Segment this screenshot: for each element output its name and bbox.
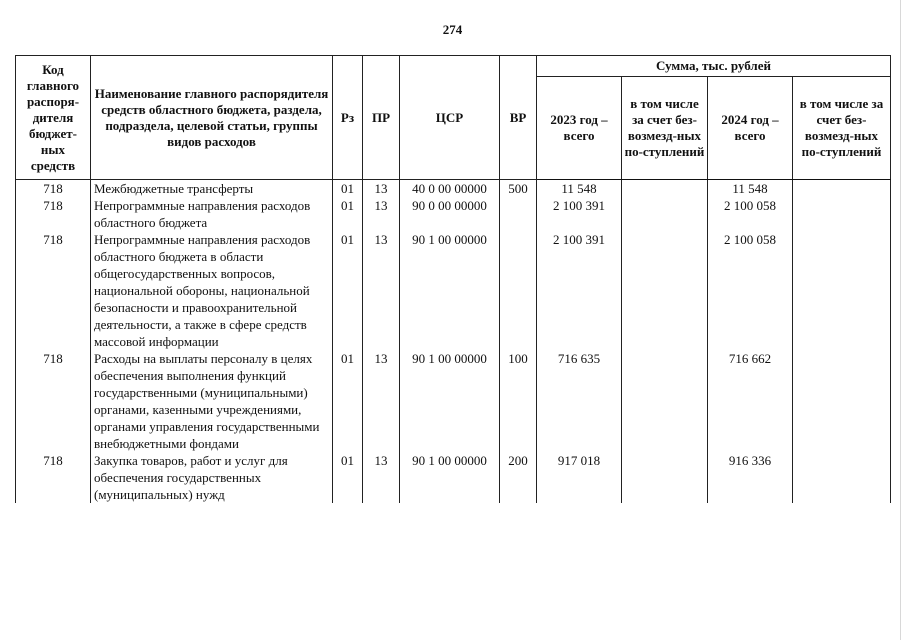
cell-2024-grant xyxy=(793,197,891,231)
cell-csr: 90 1 00 00000 xyxy=(400,452,500,503)
cell-2024-grant xyxy=(793,452,891,503)
cell-code: 718 xyxy=(16,180,91,198)
cell-2024-total: 716 662 xyxy=(708,350,793,452)
table-body xyxy=(16,180,891,504)
cell-code: 718 xyxy=(16,197,91,231)
header-pr: ПР xyxy=(363,56,400,180)
cell-csr: 90 0 00 00000 xyxy=(400,197,500,231)
header-code: Код главного распоря-дителя бюджет-ных средств xyxy=(16,56,91,180)
table-row xyxy=(16,350,891,452)
cell-csr: 90 1 00 00000 xyxy=(400,350,500,452)
header-2023-total: 2023 год – всего xyxy=(537,77,622,180)
table-row xyxy=(16,180,891,198)
cell-2024-grant xyxy=(793,350,891,452)
cell-vr: 500 xyxy=(500,180,537,198)
cell-pr: 13 xyxy=(363,452,400,503)
header-vr: ВР xyxy=(500,56,537,180)
cell-2024-total: 2 100 058 xyxy=(708,197,793,231)
page-edge-line xyxy=(900,0,901,640)
table-row xyxy=(16,452,891,503)
cell-2023-grant xyxy=(622,452,708,503)
cell-2023-grant xyxy=(622,180,708,198)
cell-pr: 13 xyxy=(363,350,400,452)
cell-name: Межбюджетные трансферты xyxy=(91,180,333,198)
cell-vr xyxy=(500,197,537,231)
cell-csr: 90 1 00 00000 xyxy=(400,231,500,350)
header-csr: ЦСР xyxy=(400,56,500,180)
header-2024-grant: в том числе за счет без-возмезд-ных по-ступлений xyxy=(793,77,891,180)
cell-rz: 01 xyxy=(333,452,363,503)
cell-2023-total: 2 100 391 xyxy=(537,231,622,350)
cell-pr: 13 xyxy=(363,231,400,350)
header-sum-group: Сумма, тыс. рублей xyxy=(537,56,891,77)
budget-table xyxy=(15,55,891,503)
cell-2023-grant xyxy=(622,197,708,231)
cell-code: 718 xyxy=(16,452,91,503)
cell-2023-total: 2 100 391 xyxy=(537,197,622,231)
page-number: 274 xyxy=(442,22,463,37)
header-2024-total: 2024 год – всего xyxy=(708,77,793,180)
cell-name: Закупка товаров, работ и услуг для обеспечения государственных (муниципальных) нужд xyxy=(91,452,333,503)
cell-rz: 01 xyxy=(333,350,363,452)
header-rz: Рз xyxy=(333,56,363,180)
cell-name: Непрограммные направления расходов областного бюджета в области общегосударственных вопросов, национальной обороны, национальной безопасности и правоохранительной деятельности, а также в сфере средств массовой информации xyxy=(91,231,333,350)
cell-2024-grant xyxy=(793,231,891,350)
cell-2024-total: 11 548 xyxy=(708,180,793,198)
header-2023-grant: в том числе за счет без-возмезд-ных по-ступлений xyxy=(622,77,708,180)
cell-vr: 100 xyxy=(500,350,537,452)
table-row xyxy=(16,197,891,231)
cell-pr: 13 xyxy=(363,180,400,198)
header-name: Наименование главного распорядителя средств областного бюджета, раздела, подраздела, целевой статьи, группы видов расходов xyxy=(91,56,333,180)
cell-vr: 200 xyxy=(500,452,537,503)
cell-2024-grant xyxy=(793,180,891,198)
cell-2024-total: 2 100 058 xyxy=(708,231,793,350)
cell-2024-total: 916 336 xyxy=(708,452,793,503)
cell-name: Расходы на выплаты персоналу в целях обеспечения выполнения функций государственными (муниципальными) органами, казенными учреждениями, органами управления государственными внебюджетными фондами xyxy=(91,350,333,452)
cell-2023-total: 716 635 xyxy=(537,350,622,452)
cell-code: 718 xyxy=(16,350,91,452)
cell-rz: 01 xyxy=(333,197,363,231)
cell-2023-grant xyxy=(622,231,708,350)
cell-csr: 40 0 00 00000 xyxy=(400,180,500,198)
cell-2023-total: 917 018 xyxy=(537,452,622,503)
table-row xyxy=(16,231,891,350)
cell-pr: 13 xyxy=(363,197,400,231)
cell-rz: 01 xyxy=(333,231,363,350)
cell-rz: 01 xyxy=(333,180,363,198)
cell-2023-grant xyxy=(622,350,708,452)
cell-name: Непрограммные направления расходов областного бюджета xyxy=(91,197,333,231)
cell-2023-total: 11 548 xyxy=(537,180,622,198)
cell-vr xyxy=(500,231,537,350)
cell-code: 718 xyxy=(16,231,91,350)
